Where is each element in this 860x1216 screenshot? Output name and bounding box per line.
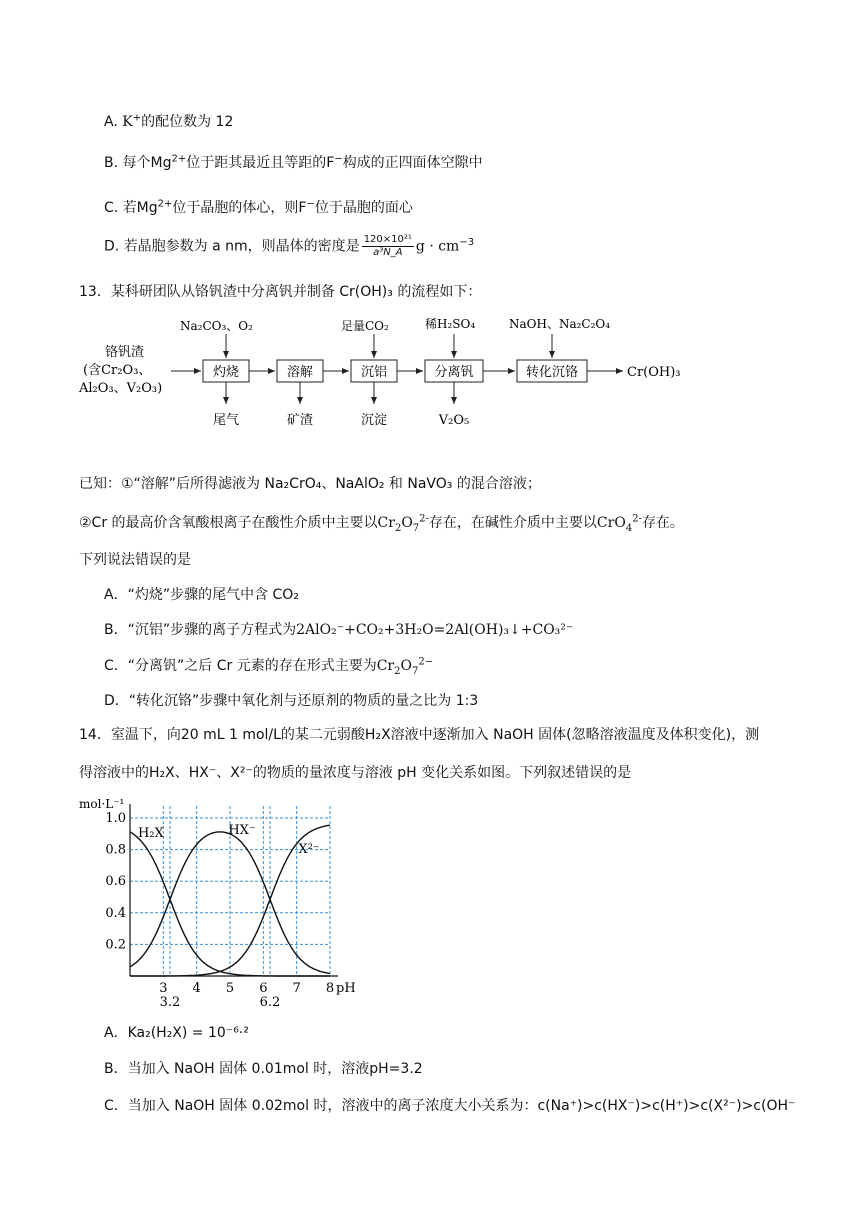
density-fraction: $\frac{\text{120×10²¹}}{\text{a³N\_A}}$ bbox=[363, 234, 412, 258]
q13-option-a: A．“灼烧”步骤的尾气中含 CO₂ bbox=[104, 587, 299, 603]
q12-option-d: D. 若晶胞参数为 a nm，则晶体的密度是 $\frac{\text{120×10²¹}}{\text{a³N\_A}}$ $g \cdot cm^{-3}$ bbox=[104, 234, 475, 258]
flow-byproduct: 矿渣 bbox=[286, 413, 314, 428]
dichromate-formula: $Cr_2O_7^{2-}$ bbox=[377, 513, 429, 534]
flow-reagent: Na₂CO₃、O₂ bbox=[180, 319, 253, 333]
x-tick-label: 3 bbox=[159, 981, 168, 996]
series-label-h2x: H₂X bbox=[138, 825, 164, 841]
q14-stem-1: 14．室温下，向20 mL 1 mol/L的某二元弱酸H₂X溶液中逐渐加入 NaOH 固体(忽略溶液温度及体积变化)，测 bbox=[79, 727, 760, 743]
flow-input-line-3: Al₂O₃、V₂O₃) bbox=[79, 381, 163, 396]
flow-step-label: 分离钒 bbox=[434, 365, 474, 380]
q13-option-c: C．“分离钒”之后 Cr 元素的存在形式主要为$Cr_2O_7^{2-}$ bbox=[104, 656, 434, 677]
y-tick-label: 0.8 bbox=[105, 842, 126, 858]
x-tick-label: 8 bbox=[325, 981, 335, 996]
q12-option-b: B. 每个$Mg^{2+}$位于距其最近且等距的F−构成的正四面体空隙中 bbox=[104, 153, 483, 171]
flow-reagent: NaOH、Na₂C₂O₄ bbox=[509, 317, 611, 331]
flow-input-line-2: (含Cr₂O₃、 bbox=[83, 363, 152, 378]
q14-option-a: A．Ka₂(H₂X) = 10⁻⁶·² bbox=[104, 1025, 249, 1041]
x-tick-label: 7 bbox=[292, 981, 301, 996]
series-label-hx: HX⁻ bbox=[228, 822, 256, 838]
x-tick-label: 5 bbox=[225, 981, 235, 996]
species-distribution-chart bbox=[75, 792, 375, 1010]
q12-option-c: C. 若$Mg^{2+}$位于晶胞的体心，则F−位于晶胞的面心 bbox=[104, 198, 413, 216]
q13-ask: 下列说法错误的是 bbox=[79, 552, 191, 568]
q13-option-d: D．“转化沉铬”步骤中氧化剂与还原剂的物质的量之比为 1:3 bbox=[104, 693, 479, 709]
q13-stem: 13．某科研团队从铬钒渣中分离钒并制备 Cr(OH)₃ 的流程如下： bbox=[79, 284, 482, 300]
flow-step-label: 灼烧 bbox=[212, 365, 240, 380]
flow-byproduct: V₂O₅ bbox=[438, 413, 470, 428]
flow-byproduct: 尾气 bbox=[212, 413, 240, 428]
flow-reagent: 稀H₂SO₄ bbox=[425, 317, 476, 331]
q14-option-b: B．当加入 NaOH 固体 0.01mol 时，溶液pH=3.2 bbox=[104, 1061, 423, 1077]
flow-step-label: 转化沉铬 bbox=[525, 365, 579, 380]
flow-byproduct: 沉淀 bbox=[360, 413, 388, 428]
y-tick-label: 1.0 bbox=[105, 811, 126, 826]
x-tick-label: 3.2 bbox=[159, 995, 181, 1010]
q14-option-c: C．当加入 NaOH 固体 0.02mol 时，溶液中的离子浓度大小关系为：c(Na⁺)>c(HX⁻)>c(H⁺)>c(X²⁻)>c(OH⁻ bbox=[104, 1098, 796, 1114]
q13-option-b: B．“沉铝”步骤的离子方程式为2AlO₂⁻+CO₂+3H₂O=2Al(OH)₃↓+CO₃²⁻ bbox=[104, 622, 574, 638]
q14-stem-2: 得溶液中的H₂X、HX⁻、X²⁻的物质的量浓度与溶液 pH 变化关系如图。下列叙述错误的是 bbox=[79, 765, 632, 781]
flow-input-line-1: 铬钒渣 bbox=[105, 345, 145, 360]
x-tick-label: 4 bbox=[192, 981, 201, 996]
flow-product: Cr(OH)₃ bbox=[627, 365, 681, 380]
y-tick-label: 0.6 bbox=[105, 874, 126, 890]
x-tick-label: 6.2 bbox=[259, 995, 281, 1010]
q13-known-2: ②Cr 的最高价含氧酸根离子在酸性介质中主要以$Cr_2O_7^{2-}$存在，在碱性介质中主要以CrO$_4^{2-}$存在。 bbox=[79, 513, 684, 534]
x-tick-label: 6 bbox=[259, 981, 268, 996]
y-axis-label: mol·L⁻¹ bbox=[79, 797, 125, 811]
dichromate-formula: $Cr_2O_7^{2-}$ bbox=[376, 656, 434, 677]
flow-step-label: 溶解 bbox=[286, 365, 314, 380]
y-tick-label: 0.2 bbox=[105, 937, 126, 953]
flow-reagent: 足量CO₂ bbox=[341, 319, 389, 333]
q13-known-1: 已知：①“溶解”后所得滤液为 Na₂CrO₄、NaAlO₂ 和 NaVO₃ 的混合溶液； bbox=[79, 476, 541, 492]
x-axis-label: pH bbox=[336, 981, 356, 996]
flow-step-label: 沉铝 bbox=[360, 365, 388, 380]
series-label-x2: X²⁻ bbox=[298, 841, 320, 857]
chromate-formula: CrO$_4^{2-}$ bbox=[596, 513, 642, 534]
y-tick-label: 0.4 bbox=[105, 905, 126, 921]
q13-flow-diagram bbox=[75, 308, 695, 436]
q12-option-a: A. K+的配位数为 12 bbox=[104, 112, 234, 130]
